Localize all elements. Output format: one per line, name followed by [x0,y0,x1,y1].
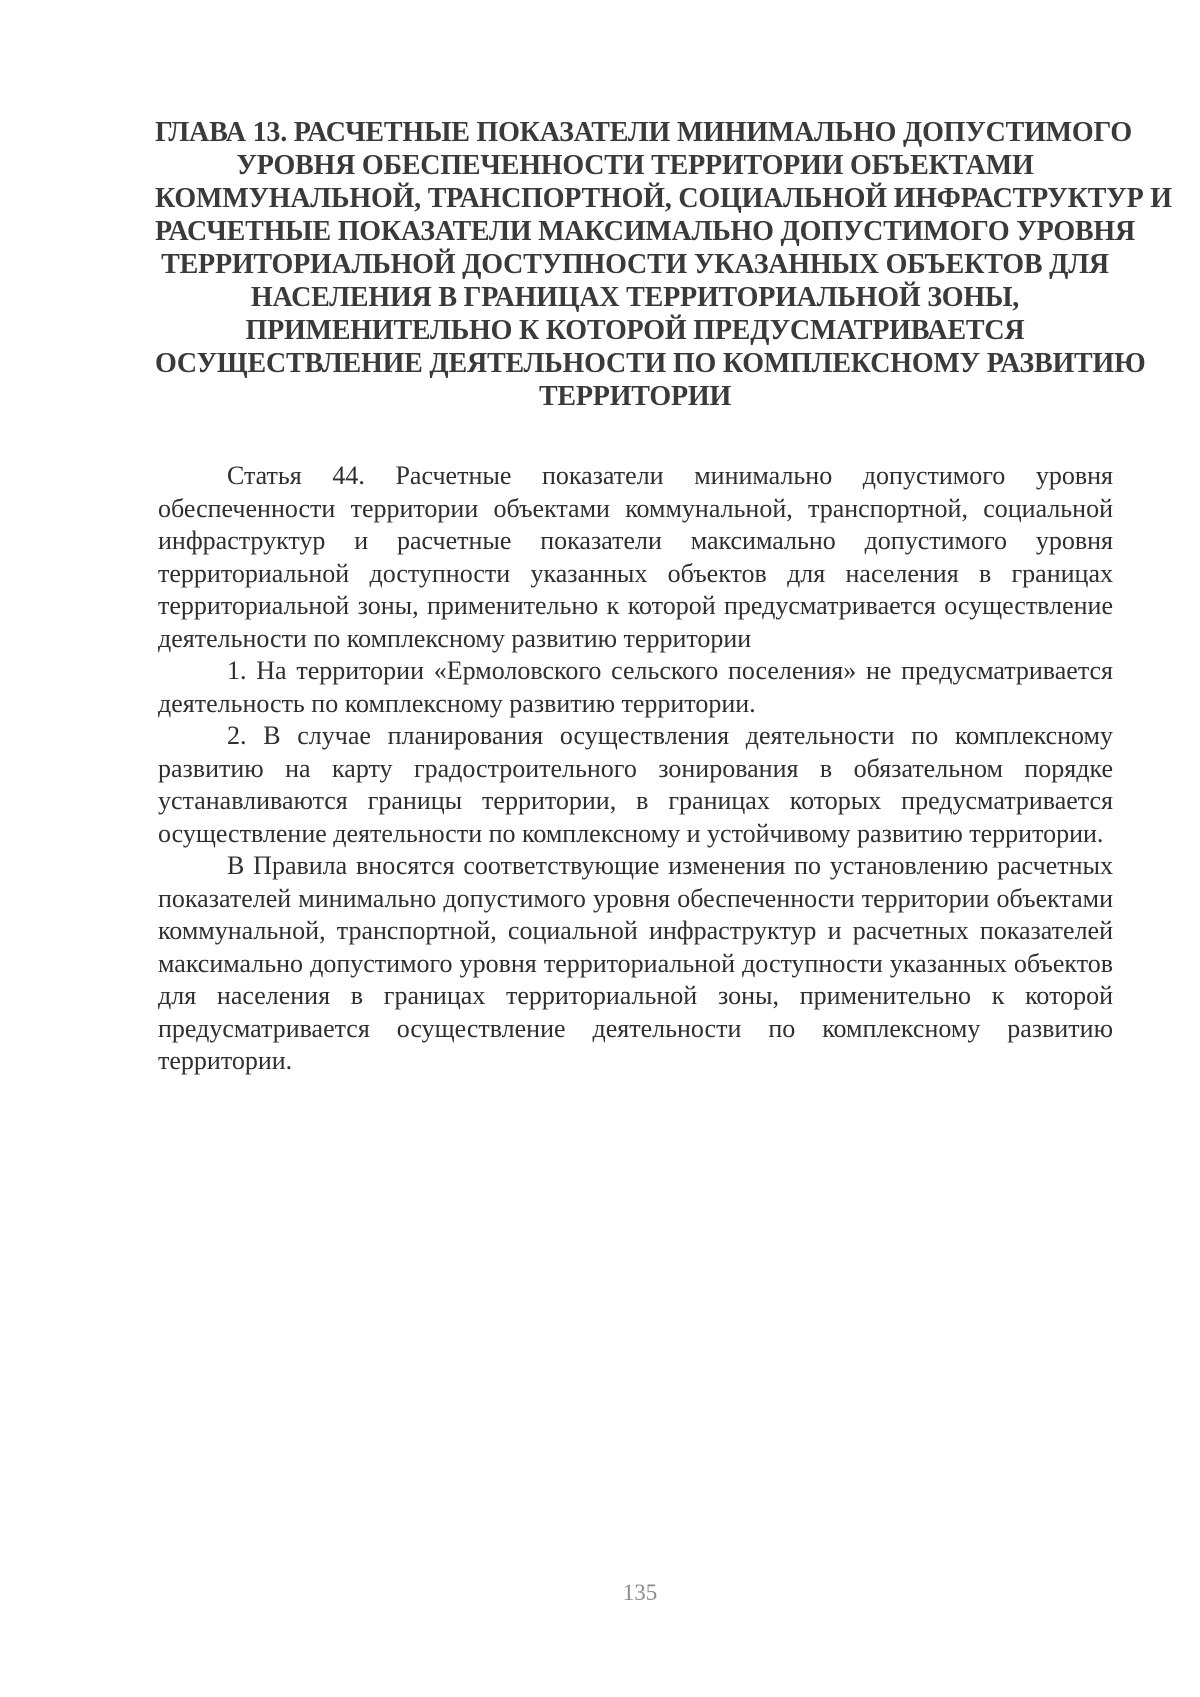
chapter-title-line: ПРИМЕНИТЕЛЬНО К КОТОРОЙ ПРЕДУСМАТРИВАЕТСЯ [245,315,1025,346]
body-paragraph: В Правила вносятся соответствующие изменения по установлению расчетных показателей минимально допустимого уровня обеспеченности территории объектами коммунальной, транспортной, социальной инфраструктур и расчетных показателей максимально допустимого уровня территориальной доступности указанных объектов для населения в границах территориальной зоны, применительно к которой предусматривается осуществление деятельности по комплексному развитию территории. [158,851,1113,1075]
chapter-title-line: УРОВНЯ ОБЕСПЕЧЕННОСТИ ТЕРРИТОРИИ ОБЪЕКТАМИ [236,150,1034,181]
chapter-title [155,116,1172,413]
chapter-title-line: РАСЧЕТНЫЕ ПОКАЗАТЕЛИ МАКСИМАЛЬНО ДОПУСТИМОГО УРОВНЯ [155,216,1135,247]
chapter-title-line: НАСЕЛЕНИЯ В ГРАНИЦАХ ТЕРРИТОРИАЛЬНОЙ ЗОНЫ, [250,282,1020,313]
body-paragraph: 1. На территории «Ермоловского сельского поселения» не предусматривается деятельность по комплексному развитию территории. [158,656,1113,718]
chapter-title-line: КОММУНАЛЬНОЙ, ТРАНСПОРТНОЙ, СОЦИАЛЬНОЙ ИНФРАСТРУКТУР И [155,183,1172,214]
body-paragraph: 2. В случае планирования осуществления деятельности по комплексному развитию на карту градостроительного зонирования в обязательном порядке устанавливаются границы территории, в границах которых предусматривается осуществление деятельности по комплексному и устойчивому развитию территории. [158,721,1113,848]
chapter-title-line: ГЛАВА 13. РАСЧЕТНЫЕ ПОКАЗАТЕЛИ МИНИМАЛЬНО ДОПУСТИМОГО [155,117,1132,148]
chapter-title-line: ТЕРРИТОРИАЛЬНОЙ ДОСТУПНОСТИ УКАЗАННЫХ ОБЪЕКТОВ ДЛЯ [161,249,1109,280]
article-heading-paragraph: Статья 44. Расчетные показатели минимально допустимого уровня обеспеченности территории объектами коммунальной, транспортной, социальной инфраструктур и расчетные показатели максимально допустимого уровня территориальной доступности указанных объектов для населения в границах территориальной зоны, применительно к которой предусматривается осуществление деятельности по комплексному развитию территории [158,461,1113,653]
page-number: 135 [622,1580,658,1605]
chapter-title-line: ТЕРРИТОРИИ [538,381,732,412]
chapter-title-line: ОСУЩЕСТВЛЕНИЕ ДЕЯТЕЛЬНОСТИ ПО КОМПЛЕКСНОМУ РАЗВИТИЮ [155,348,1146,379]
document-body [158,460,1113,1078]
